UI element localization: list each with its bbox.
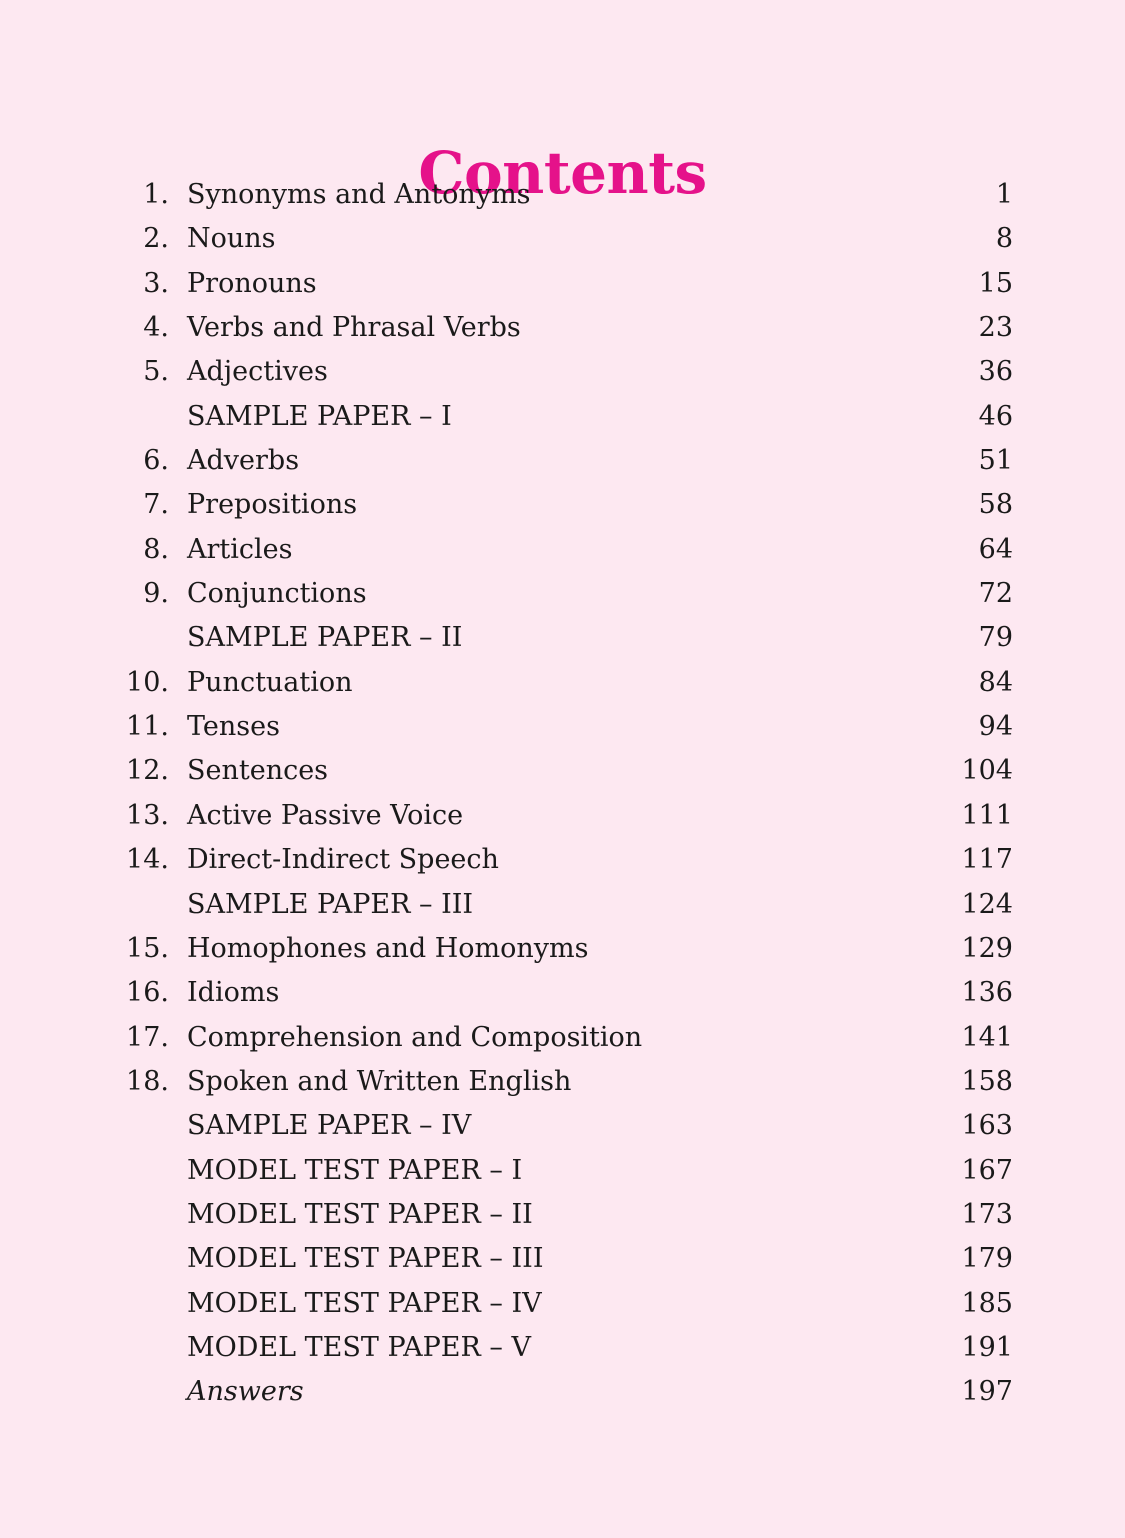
toc-entry[interactable] bbox=[0, 1326, 1125, 1370]
toc-entry[interactable] bbox=[0, 528, 1125, 572]
toc-entry-title: Adverbs bbox=[187, 445, 300, 477]
toc-entry-title: MODEL TEST PAPER – IV bbox=[187, 1287, 542, 1319]
toc-entry[interactable] bbox=[0, 483, 1125, 527]
toc-entry-title: SAMPLE PAPER – IV bbox=[187, 1110, 472, 1142]
toc-entry-number: 12. bbox=[126, 755, 169, 787]
toc-entry-title: Sentences bbox=[187, 755, 329, 787]
toc-entry-page-number: 141 bbox=[961, 1021, 1013, 1053]
toc-entry-page-number: 173 bbox=[961, 1198, 1013, 1230]
toc-entry[interactable] bbox=[0, 705, 1125, 749]
toc-entry[interactable] bbox=[0, 1370, 1125, 1414]
toc-entry-number: 11. bbox=[126, 711, 169, 743]
toc-entry-title: Punctuation bbox=[187, 666, 353, 698]
toc-entry-title: Tenses bbox=[187, 711, 280, 743]
toc-entry-title: Answers bbox=[187, 1376, 304, 1408]
toc-entry[interactable] bbox=[0, 1060, 1125, 1104]
toc-entry[interactable] bbox=[0, 217, 1125, 261]
toc-entry-page-number: 15 bbox=[978, 267, 1013, 299]
toc-entry-number: 16. bbox=[126, 977, 169, 1009]
toc-entry-page-number: 1 bbox=[995, 179, 1013, 210]
toc-entry-page-number: 23 bbox=[978, 312, 1013, 344]
toc-entry-number: 1. bbox=[143, 179, 169, 210]
toc-entry-title: SAMPLE PAPER – II bbox=[187, 622, 463, 654]
toc-entry-page-number: 163 bbox=[961, 1110, 1013, 1142]
toc-entry-page-number: 36 bbox=[978, 356, 1013, 388]
toc-entry[interactable] bbox=[0, 749, 1125, 793]
toc-entry[interactable] bbox=[0, 1104, 1125, 1148]
toc-entry-page-number: 46 bbox=[978, 400, 1013, 432]
toc-entry-number: 18. bbox=[126, 1065, 169, 1097]
page-title: Contents bbox=[418, 138, 707, 207]
toc-entry-title: Prepositions bbox=[187, 489, 358, 521]
toc-entry-number: 14. bbox=[126, 844, 169, 876]
toc-entry-page-number: 129 bbox=[961, 932, 1013, 964]
toc-entry-title: Spoken and Written English bbox=[187, 1065, 572, 1097]
toc-entry-page-number: 8 bbox=[995, 223, 1013, 255]
toc-entry-title: Active Passive Voice bbox=[187, 799, 464, 831]
toc-entry-title: Pronouns bbox=[187, 267, 317, 299]
toc-entry-title: Comprehension and Composition bbox=[187, 1021, 643, 1053]
toc-entry[interactable] bbox=[0, 262, 1125, 306]
toc-entry[interactable] bbox=[0, 350, 1125, 394]
toc-entry-page-number: 185 bbox=[961, 1287, 1013, 1319]
toc-entry-number: 8. bbox=[143, 533, 169, 565]
toc-entry-number: 13. bbox=[126, 799, 169, 831]
toc-entry-page-number: 124 bbox=[961, 888, 1013, 920]
toc-entry-page-number: 179 bbox=[961, 1243, 1013, 1275]
toc-entry-title: Direct-Indirect Speech bbox=[187, 844, 499, 876]
toc-entry-title: Verbs and Phrasal Verbs bbox=[187, 312, 521, 344]
toc-entry[interactable] bbox=[0, 661, 1125, 705]
toc-entry-page-number: 72 bbox=[978, 578, 1013, 610]
toc-entry-number: 9. bbox=[143, 578, 169, 610]
toc-entry[interactable] bbox=[0, 395, 1125, 439]
toc-entry-number: 7. bbox=[143, 489, 169, 521]
toc-entry-title: SAMPLE PAPER – III bbox=[187, 888, 474, 920]
toc-entry[interactable] bbox=[0, 1016, 1125, 1060]
toc-entry-title: MODEL TEST PAPER – I bbox=[187, 1154, 523, 1186]
toc-entry-page-number: 58 bbox=[978, 489, 1013, 521]
toc-entry-title: Nouns bbox=[187, 223, 276, 255]
toc-entry-title: Synonyms and Antonyms bbox=[187, 179, 531, 210]
toc-entry[interactable] bbox=[0, 306, 1125, 350]
toc-entry-page-number: 117 bbox=[961, 844, 1013, 876]
toc-entry-page-number: 136 bbox=[961, 977, 1013, 1009]
toc-entry[interactable] bbox=[0, 971, 1125, 1015]
toc-entry[interactable] bbox=[0, 572, 1125, 616]
toc-entry-page-number: 111 bbox=[961, 799, 1013, 831]
toc-entry[interactable] bbox=[0, 1193, 1125, 1237]
toc-entry-page-number: 167 bbox=[961, 1154, 1013, 1186]
toc-entry-title: Articles bbox=[187, 533, 293, 565]
toc-entry-title: MODEL TEST PAPER – III bbox=[187, 1243, 544, 1275]
toc-entry-number: 15. bbox=[126, 932, 169, 964]
toc-entry-page-number: 191 bbox=[961, 1331, 1013, 1363]
toc-entry-number: 10. bbox=[126, 666, 169, 698]
toc-entry-title: Idioms bbox=[187, 977, 280, 1009]
toc-entry-number: 5. bbox=[143, 356, 169, 388]
toc-entry-title: Adjectives bbox=[187, 356, 328, 388]
toc-entry-number: 6. bbox=[143, 445, 169, 477]
toc-entry-page-number: 51 bbox=[978, 445, 1013, 477]
toc-entry[interactable] bbox=[0, 794, 1125, 838]
toc-entry-number: 3. bbox=[143, 267, 169, 299]
toc-entry[interactable] bbox=[0, 173, 1125, 217]
toc-entry-title: MODEL TEST PAPER – V bbox=[187, 1331, 532, 1363]
toc-entry[interactable] bbox=[0, 439, 1125, 483]
toc-entry[interactable] bbox=[0, 883, 1125, 927]
toc-entry-page-number: 84 bbox=[978, 666, 1013, 698]
toc-entry[interactable] bbox=[0, 927, 1125, 971]
toc-entry-title: MODEL TEST PAPER – II bbox=[187, 1198, 533, 1230]
toc-entry-title: SAMPLE PAPER – I bbox=[187, 400, 452, 432]
toc-entry-page-number: 158 bbox=[961, 1065, 1013, 1097]
toc-entry-page-number: 197 bbox=[961, 1376, 1013, 1408]
toc-entry[interactable] bbox=[0, 616, 1125, 660]
toc-entry-title: Homophones and Homonyms bbox=[187, 932, 589, 964]
toc-entry-number: 2. bbox=[143, 223, 169, 255]
toc-entry[interactable] bbox=[0, 838, 1125, 882]
toc-entry-page-number: 104 bbox=[961, 755, 1013, 787]
toc-entry-number: 17. bbox=[126, 1021, 169, 1053]
toc-entry-number: 4. bbox=[143, 312, 169, 344]
toc-entry[interactable] bbox=[0, 1237, 1125, 1281]
toc-entry[interactable] bbox=[0, 1282, 1125, 1326]
table-of-contents bbox=[0, 173, 1125, 1415]
toc-entry-page-number: 64 bbox=[978, 533, 1013, 565]
toc-entry-title: Conjunctions bbox=[187, 578, 367, 610]
toc-entry-page-number: 79 bbox=[978, 622, 1013, 654]
toc-entry-page-number: 94 bbox=[978, 711, 1013, 743]
toc-entry[interactable] bbox=[0, 1149, 1125, 1193]
